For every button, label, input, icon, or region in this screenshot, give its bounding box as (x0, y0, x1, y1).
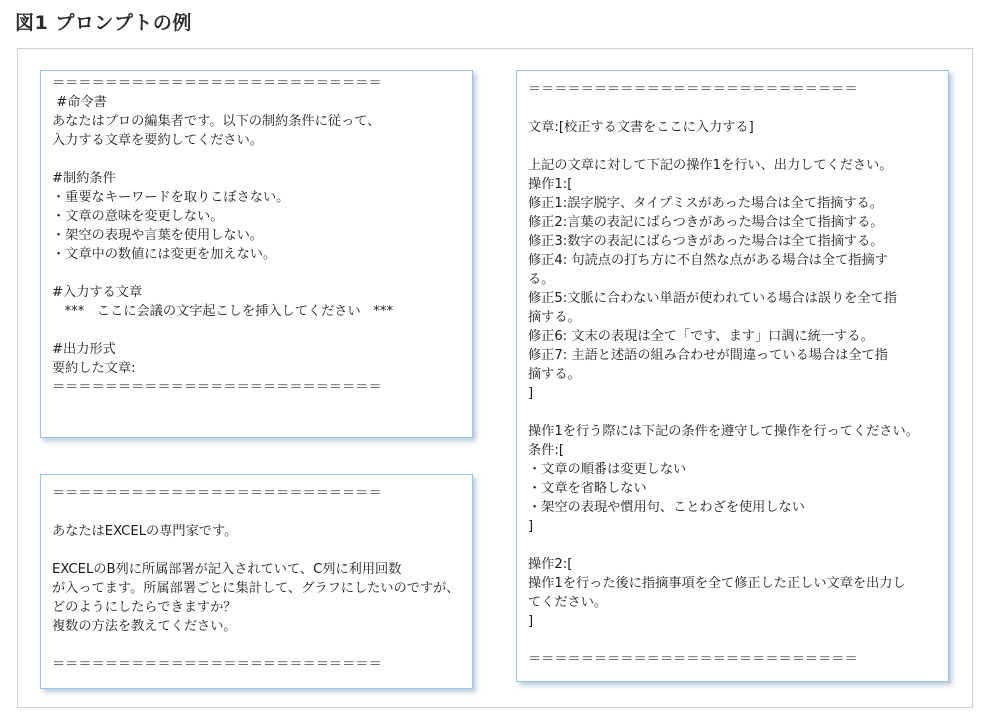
excel-prompt-card (40, 474, 473, 689)
excel-prompt-text: ＝＝＝＝＝＝＝＝＝＝＝＝＝＝＝＝＝＝＝＝＝＝＝＝＝ あなたはEXCELの専門家です。 EXCELのB列に所属部署が記入されていて、C列に利用回数 が入ってます。所属部署ごとに集計して、グラフにしたいのですが、 どのようにしたらできますか？ 複数の方法を教えてください。 ＝＝＝＝＝＝＝＝＝＝＝＝＝＝＝＝＝＝＝＝＝＝＝＝＝ (52, 486, 460, 672)
proofreading-prompt-text: ＝＝＝＝＝＝＝＝＝＝＝＝＝＝＝＝＝＝＝＝＝＝＝＝＝ 文章:[校正する文書をここに入力する] 上記の文章に対して下記の操作1を行い、出力してください。 操作1:[ 修正1:誤字脱字、タイプミスがあった場合は全て指摘する。 修正2:言葉の表記にばらつきがあった場合は全て指摘する。 修正3:数字の表記にばらつきがあった場合は全て指摘する。 修正4: 句読点の打ち方に不自然な点がある場合は全て指摘す る。 修正5:文脈に合わない単語が使われている場合は誤りを全て指 摘する。 修正6: 文末の表現は全て「です、ます」口調に統一する。 修正7: 主語と述語の組み合わせが間違っている場合は全て指 摘する。 ] 操作1を行う際には下記の条件を遵守して操作を行ってください。 条件:[ ・文章の順番は変更しない ・文章を省略しない ・架空の表現や慣用句、ことわざを使用しない ] 操作2:[ 操作1を行った後に指摘事項を全て修正した正しい文章を出力し てください。 ] ＝＝＝＝＝＝＝＝＝＝＝＝＝＝＝＝＝＝＝＝＝＝＝＝＝ (528, 82, 919, 667)
summary-prompt-card (40, 70, 473, 438)
proofreading-prompt-card (516, 70, 949, 682)
summary-prompt-text: ＝＝＝＝＝＝＝＝＝＝＝＝＝＝＝＝＝＝＝＝＝＝＝＝＝ #命令書 あなたはプロの編集者です。以下の制約条件に従って、 入力する文章を要約してください。 #制約条件 ・重要なキーワードを取りこぼさない。 ・文章の意味を変更しない。 ・架空の表現や言葉を使用しない。 ・文章中の数値には変更を加えない。 #入力する文章 *** ここに会議の文字起こしを挿入してください *** #出力形式 要約した文章: ＝＝＝＝＝＝＝＝＝＝＝＝＝＝＝＝＝＝＝＝＝＝＝＝＝ (52, 76, 394, 395)
figure-heading: 図1 プロンプトの例 (15, 12, 192, 34)
